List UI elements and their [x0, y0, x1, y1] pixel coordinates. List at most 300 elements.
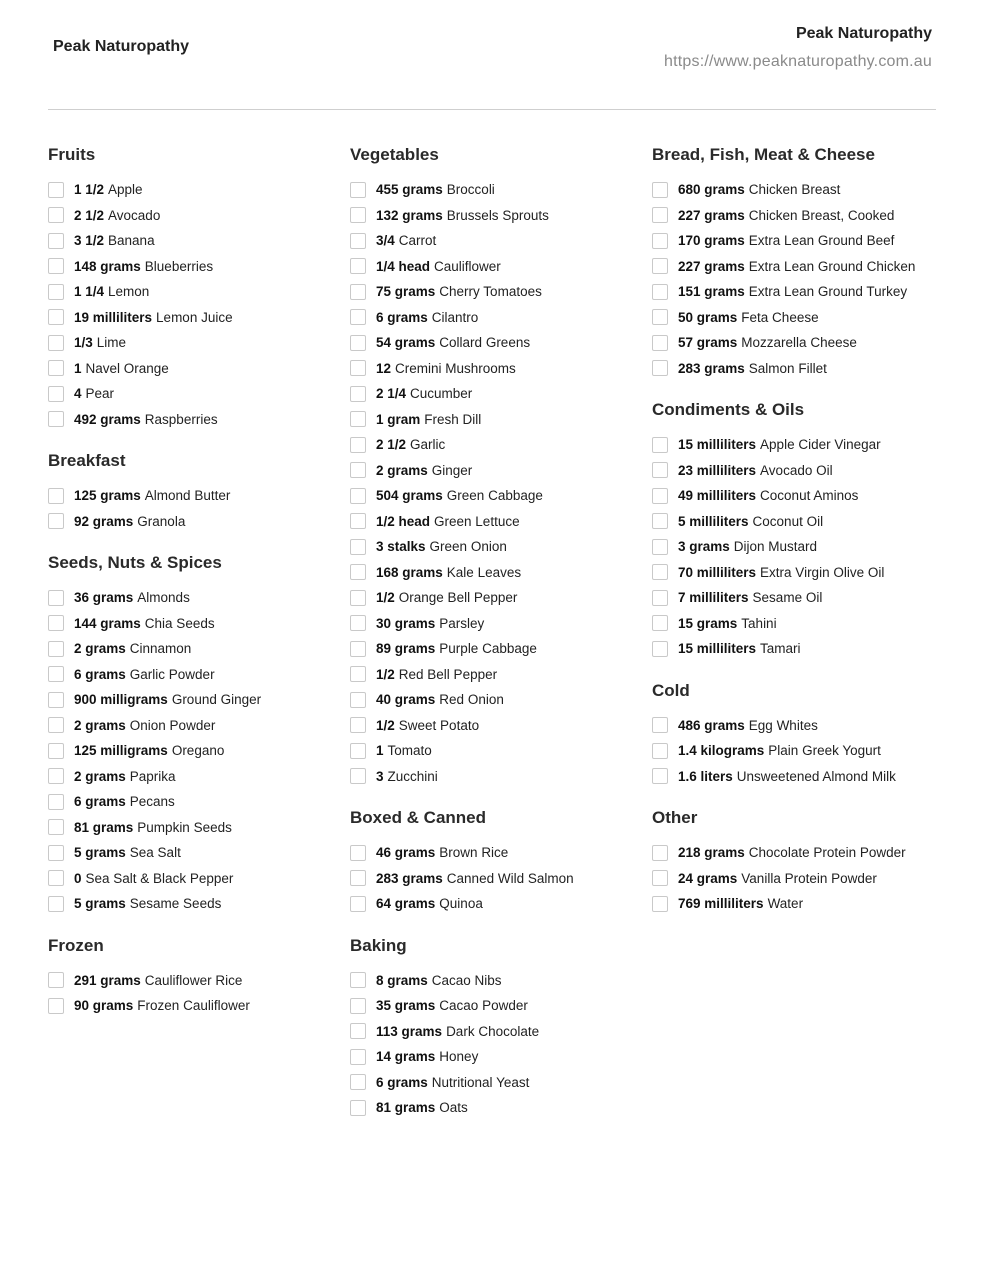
item-quantity: 1 1/2	[74, 182, 105, 198]
list-item[interactable]	[350, 279, 640, 305]
item-quantity: 89 grams	[376, 641, 436, 657]
item-quantity: 57 grams	[678, 335, 738, 351]
item-quantity: 92 grams	[74, 513, 134, 529]
item-checkbox[interactable]	[350, 360, 366, 376]
item-checkbox[interactable]	[350, 845, 366, 861]
list-item[interactable]	[652, 228, 942, 254]
item-checkbox[interactable]	[350, 870, 366, 886]
item-checkbox[interactable]	[350, 896, 366, 912]
item-checkbox[interactable]	[48, 870, 64, 886]
item-quantity: 3	[376, 768, 384, 784]
item-checkbox[interactable]	[350, 335, 366, 351]
item-checkbox[interactable]	[652, 233, 668, 249]
section-title: Frozen	[48, 935, 104, 955]
list-item[interactable]	[652, 432, 942, 458]
list-item[interactable]	[350, 1019, 640, 1045]
list-item[interactable]	[350, 305, 640, 331]
item-quantity: 5 milliliters	[678, 513, 749, 529]
list-item[interactable]	[350, 662, 640, 688]
item-quantity: 680 grams	[678, 182, 745, 198]
list-item[interactable]	[350, 866, 640, 892]
item-quantity: 81 grams	[376, 1100, 436, 1116]
item-checkbox[interactable]	[350, 258, 366, 274]
section-title: Breakfast	[48, 451, 126, 470]
item-checkbox[interactable]	[350, 1023, 366, 1039]
item-name: Lime	[96, 335, 127, 351]
list-item[interactable]	[652, 713, 942, 739]
list-item[interactable]	[652, 585, 942, 611]
list-item[interactable]	[652, 483, 942, 509]
item-checkbox[interactable]	[48, 972, 64, 988]
list-item[interactable]	[48, 203, 338, 229]
item-checkbox[interactable]	[350, 309, 366, 325]
item-checkbox[interactable]	[350, 437, 366, 453]
item-checkbox[interactable]	[48, 411, 64, 427]
item-quantity: 54 grams	[376, 335, 436, 351]
item-name: Parsley	[439, 615, 485, 631]
section-fruits	[48, 144, 338, 432]
item-name: Raspberries	[144, 411, 218, 427]
item-quantity: 1 gram	[376, 411, 421, 427]
item-checkbox[interactable]	[652, 284, 668, 300]
list-item[interactable]	[350, 611, 640, 637]
item-name: Brussels Sprouts	[446, 207, 549, 223]
item-name: Water	[767, 896, 804, 912]
list-item[interactable]	[652, 254, 942, 280]
list-item[interactable]	[48, 891, 338, 917]
item-name: Onion Powder	[129, 717, 216, 733]
item-name: Nutritional Yeast	[431, 1074, 530, 1090]
item-quantity: 2 grams	[74, 641, 126, 657]
item-checkbox[interactable]	[48, 666, 64, 682]
item-checkbox[interactable]	[652, 462, 668, 478]
item-quantity: 144 grams	[74, 615, 141, 631]
item-quantity: 3 stalks	[376, 539, 426, 555]
list-item[interactable]	[48, 815, 338, 841]
list-item[interactable]	[652, 203, 942, 229]
item-name: Salmon Fillet	[748, 360, 827, 376]
item-name: Cacao Powder	[439, 998, 528, 1014]
item-quantity: 170 grams	[678, 233, 745, 249]
item-checkbox[interactable]	[652, 743, 668, 759]
item-checkbox[interactable]	[350, 666, 366, 682]
list-item[interactable]	[48, 789, 338, 815]
list-item[interactable]	[350, 1044, 640, 1070]
list-item[interactable]	[652, 330, 942, 356]
item-checkbox[interactable]	[350, 182, 366, 198]
list-item[interactable]	[48, 509, 338, 535]
item-name: Avocado Oil	[760, 462, 833, 478]
item-quantity: 1/2	[376, 666, 395, 682]
item-checkbox[interactable]	[652, 437, 668, 453]
section-title: Cold	[652, 680, 690, 700]
item-checkbox[interactable]	[48, 692, 64, 708]
item-quantity: 1	[376, 743, 384, 759]
item-quantity: 36 grams	[74, 590, 134, 606]
item-checkbox[interactable]	[350, 462, 366, 478]
item-quantity: 227 grams	[678, 207, 745, 223]
section-seeds-nuts-and-spices	[48, 552, 338, 917]
list-item[interactable]	[350, 687, 640, 713]
item-name: Feta Cheese	[741, 309, 819, 325]
item-name: Brown Rice	[439, 845, 509, 861]
item-quantity: 81 grams	[74, 819, 134, 835]
item-checkbox[interactable]	[350, 1100, 366, 1116]
item-checkbox[interactable]	[48, 386, 64, 402]
column-2	[350, 144, 640, 1139]
list-item[interactable]	[652, 279, 942, 305]
item-quantity: 12	[376, 360, 392, 376]
item-name: Oats	[439, 1100, 468, 1116]
item-checkbox[interactable]	[350, 743, 366, 759]
item-quantity: 2 1/2	[74, 207, 105, 223]
item-name: Frozen Cauliflower	[137, 998, 250, 1014]
list-item[interactable]	[652, 534, 942, 560]
item-name: Quinoa	[439, 896, 483, 912]
item-name: Carrot	[398, 233, 437, 249]
item-name: Lemon Juice	[156, 309, 233, 325]
item-checkbox[interactable]	[652, 845, 668, 861]
item-name: Pecans	[129, 794, 175, 810]
list-item[interactable]	[48, 381, 338, 407]
list-item[interactable]	[350, 509, 640, 535]
list-item[interactable]	[350, 381, 640, 407]
item-checkbox[interactable]	[48, 743, 64, 759]
item-checkbox[interactable]	[652, 564, 668, 580]
list-item[interactable]	[350, 407, 640, 433]
item-quantity: 148 grams	[74, 258, 141, 274]
item-checkbox[interactable]	[350, 207, 366, 223]
item-name: Vanilla Protein Powder	[741, 870, 877, 886]
item-checkbox[interactable]	[48, 207, 64, 223]
list-item[interactable]	[48, 228, 338, 254]
item-checkbox[interactable]	[48, 819, 64, 835]
item-quantity: 4	[74, 386, 82, 402]
list-item[interactable]	[48, 866, 338, 892]
item-checkbox[interactable]	[652, 513, 668, 529]
list-item[interactable]	[48, 662, 338, 688]
item-name: Coconut Aminos	[760, 488, 859, 504]
item-checkbox[interactable]	[48, 768, 64, 784]
item-checkbox[interactable]	[350, 998, 366, 1014]
list-item[interactable]	[350, 534, 640, 560]
item-quantity: 132 grams	[376, 207, 443, 223]
item-name: Cinnamon	[129, 641, 192, 657]
item-name: Sweet Potato	[398, 717, 480, 733]
item-name: Cilantro	[431, 309, 479, 325]
item-quantity: 2 grams	[74, 768, 126, 784]
list-item[interactable]	[48, 305, 338, 331]
item-name: Sesame Seeds	[129, 896, 222, 912]
item-checkbox[interactable]	[48, 258, 64, 274]
list-item[interactable]	[350, 1070, 640, 1096]
item-checkbox[interactable]	[48, 513, 64, 529]
item-quantity: 486 grams	[678, 717, 745, 733]
item-quantity: 125 grams	[74, 488, 141, 504]
item-name: Sesame Oil	[752, 590, 823, 606]
list-item[interactable]	[652, 738, 942, 764]
item-checkbox[interactable]	[48, 488, 64, 504]
item-checkbox[interactable]	[48, 641, 64, 657]
list-item[interactable]	[652, 305, 942, 331]
item-checkbox[interactable]	[48, 284, 64, 300]
section-frozen	[48, 935, 338, 1019]
list-item[interactable]	[652, 611, 942, 637]
item-checkbox[interactable]	[48, 998, 64, 1014]
item-checkbox[interactable]	[652, 896, 668, 912]
list-item[interactable]	[350, 458, 640, 484]
item-quantity: 227 grams	[678, 258, 745, 274]
section-breakfast	[48, 450, 338, 534]
list-item[interactable]	[350, 993, 640, 1019]
list-item[interactable]	[350, 585, 640, 611]
item-name: Ground Ginger	[171, 692, 262, 708]
item-checkbox[interactable]	[652, 335, 668, 351]
item-name: Red Bell Pepper	[398, 666, 498, 682]
list-item[interactable]	[652, 177, 942, 203]
section-other	[652, 807, 942, 917]
list-item[interactable]	[652, 866, 942, 892]
list-item[interactable]	[350, 483, 640, 509]
item-checkbox[interactable]	[350, 717, 366, 733]
item-checkbox[interactable]	[48, 896, 64, 912]
item-quantity: 1/2 head	[376, 513, 431, 529]
item-quantity: 6 grams	[376, 1074, 428, 1090]
item-name: Kale Leaves	[446, 564, 522, 580]
item-name: Collard Greens	[439, 335, 531, 351]
section-title: Fruits	[48, 145, 96, 164]
item-quantity: 3/4	[376, 233, 395, 249]
item-checkbox[interactable]	[350, 768, 366, 784]
list-item[interactable]	[48, 611, 338, 637]
item-name: Green Lettuce	[434, 513, 520, 529]
item-quantity: 6 grams	[376, 309, 428, 325]
item-checkbox[interactable]	[652, 539, 668, 555]
item-checkbox[interactable]	[652, 641, 668, 657]
item-checkbox[interactable]	[48, 233, 64, 249]
item-checkbox[interactable]	[48, 717, 64, 733]
brand-block-right	[664, 24, 932, 72]
item-checkbox[interactable]	[350, 233, 366, 249]
item-name: Orange Bell Pepper	[398, 590, 518, 606]
item-name: Ginger	[431, 462, 473, 478]
item-name: Avocado	[108, 207, 161, 223]
list-item[interactable]	[350, 636, 640, 662]
item-checkbox[interactable]	[652, 182, 668, 198]
item-checkbox[interactable]	[350, 411, 366, 427]
item-quantity: 7 milliliters	[678, 590, 749, 606]
item-checkbox[interactable]	[350, 386, 366, 402]
page-header	[0, 0, 984, 110]
list-item[interactable]	[652, 509, 942, 535]
item-quantity: 769 milliliters	[678, 896, 764, 912]
item-name: Sea Salt	[129, 845, 181, 861]
section-title: Boxed & Canned	[350, 808, 487, 827]
list-item[interactable]	[48, 764, 338, 790]
item-checkbox[interactable]	[350, 1074, 366, 1090]
list-item[interactable]	[48, 585, 338, 611]
list-item[interactable]	[48, 254, 338, 280]
column-1	[48, 144, 338, 1037]
item-checkbox[interactable]	[652, 870, 668, 886]
list-item[interactable]	[350, 432, 640, 458]
item-name: Apple	[108, 182, 143, 198]
item-quantity: 8 grams	[376, 972, 428, 988]
item-quantity: 14 grams	[376, 1049, 436, 1065]
list-item[interactable]	[48, 356, 338, 382]
website-url[interactable]: https://www.peaknaturopathy.com.au	[664, 53, 932, 70]
item-checkbox[interactable]	[652, 309, 668, 325]
section-baking	[350, 935, 640, 1121]
item-checkbox[interactable]	[350, 284, 366, 300]
item-checkbox[interactable]	[48, 335, 64, 351]
item-name: Cauliflower Rice	[144, 972, 243, 988]
section-title: Other	[652, 808, 698, 827]
item-checkbox[interactable]	[350, 590, 366, 606]
list-item[interactable]	[350, 356, 640, 382]
item-quantity: 23 milliliters	[678, 462, 757, 478]
item-name: Fresh Dill	[424, 411, 482, 427]
item-checkbox[interactable]	[48, 845, 64, 861]
list-item[interactable]	[48, 840, 338, 866]
item-name: Navel Orange	[85, 360, 169, 376]
list-item[interactable]	[48, 636, 338, 662]
list-item[interactable]	[48, 713, 338, 739]
item-checkbox[interactable]	[652, 207, 668, 223]
list-item[interactable]	[652, 560, 942, 586]
item-name: Pear	[85, 386, 115, 402]
item-quantity: 3 1/2	[74, 233, 105, 249]
list-item[interactable]	[652, 458, 942, 484]
list-item[interactable]	[652, 636, 942, 662]
item-checkbox[interactable]	[48, 309, 64, 325]
item-quantity: 1.4 kilograms	[678, 743, 765, 759]
item-checkbox[interactable]	[652, 717, 668, 733]
item-quantity: 6 grams	[74, 794, 126, 810]
list-item[interactable]	[652, 764, 942, 790]
list-item[interactable]	[350, 713, 640, 739]
list-item[interactable]	[48, 407, 338, 433]
item-name: Green Cabbage	[446, 488, 543, 504]
item-checkbox[interactable]	[350, 488, 366, 504]
list-item[interactable]	[48, 330, 338, 356]
list-item[interactable]	[48, 738, 338, 764]
item-quantity: 168 grams	[376, 564, 443, 580]
item-checkbox[interactable]	[652, 488, 668, 504]
list-item[interactable]	[350, 840, 640, 866]
section-cold	[652, 680, 942, 790]
item-name: Garlic Powder	[129, 666, 215, 682]
item-quantity: 1.6 liters	[678, 768, 733, 784]
item-checkbox[interactable]	[350, 692, 366, 708]
item-name: Lemon	[108, 284, 150, 300]
item-quantity: 283 grams	[376, 870, 443, 886]
list-item[interactable]	[652, 840, 942, 866]
item-name: Extra Lean Ground Turkey	[748, 284, 908, 300]
item-quantity: 1/3	[74, 335, 93, 351]
item-quantity: 1	[74, 360, 82, 376]
item-name: Chia Seeds	[144, 615, 215, 631]
list-item[interactable]	[350, 177, 640, 203]
item-name: Tahini	[741, 615, 777, 631]
list-item[interactable]	[350, 1095, 640, 1121]
item-name: Oregano	[171, 743, 225, 759]
list-item[interactable]	[350, 560, 640, 586]
list-item[interactable]	[350, 330, 640, 356]
list-item[interactable]	[652, 891, 942, 917]
list-item[interactable]	[48, 279, 338, 305]
item-checkbox[interactable]	[652, 615, 668, 631]
item-quantity: 24 grams	[678, 870, 738, 886]
item-quantity: 283 grams	[678, 360, 745, 376]
item-quantity: 46 grams	[376, 845, 436, 861]
item-name: Coconut Oil	[752, 513, 824, 529]
list-item[interactable]	[48, 483, 338, 509]
item-quantity: 30 grams	[376, 615, 436, 631]
section-condiments-and-oils	[652, 399, 942, 662]
item-quantity: 455 grams	[376, 182, 443, 198]
item-name: Dijon Mustard	[733, 539, 818, 555]
item-checkbox[interactable]	[48, 590, 64, 606]
list-item[interactable]	[350, 254, 640, 280]
item-checkbox[interactable]	[652, 360, 668, 376]
item-quantity: 218 grams	[678, 845, 745, 861]
section-bread-fish-meat-and-cheese	[652, 144, 942, 381]
item-name: Red Onion	[439, 692, 504, 708]
item-checkbox[interactable]	[350, 615, 366, 631]
list-item[interactable]	[652, 356, 942, 382]
item-name: Chicken Breast, Cooked	[748, 207, 895, 223]
item-name: Purple Cabbage	[439, 641, 537, 657]
item-quantity: 1/2	[376, 717, 395, 733]
item-checkbox[interactable]	[652, 590, 668, 606]
item-checkbox[interactable]	[652, 258, 668, 274]
item-checkbox[interactable]	[350, 972, 366, 988]
item-checkbox[interactable]	[350, 564, 366, 580]
item-quantity: 50 grams	[678, 309, 738, 325]
item-checkbox[interactable]	[48, 615, 64, 631]
item-checkbox[interactable]	[48, 794, 64, 810]
list-item[interactable]	[48, 687, 338, 713]
section-title: Condiments & Oils	[652, 400, 805, 419]
item-name: Honey	[439, 1049, 479, 1065]
list-item[interactable]	[350, 968, 640, 994]
list-item[interactable]	[350, 228, 640, 254]
item-checkbox[interactable]	[48, 182, 64, 198]
item-checkbox[interactable]	[48, 360, 64, 376]
item-name: Chicken Breast	[748, 182, 841, 198]
column-3	[652, 144, 942, 935]
item-name: Cremini Mushrooms	[395, 360, 516, 376]
list-item[interactable]	[350, 891, 640, 917]
item-checkbox[interactable]	[652, 768, 668, 784]
item-checkbox[interactable]	[350, 641, 366, 657]
item-checkbox[interactable]	[350, 1049, 366, 1065]
item-checkbox[interactable]	[350, 513, 366, 529]
list-item[interactable]	[48, 993, 338, 1019]
list-item[interactable]	[350, 738, 640, 764]
header-divider	[48, 109, 936, 110]
list-item[interactable]	[350, 203, 640, 229]
list-item[interactable]	[48, 177, 338, 203]
item-quantity: 49 milliliters	[678, 488, 757, 504]
item-quantity: 492 grams	[74, 411, 141, 427]
list-item[interactable]	[350, 764, 640, 790]
item-checkbox[interactable]	[350, 539, 366, 555]
item-quantity: 15 grams	[678, 615, 738, 631]
list-item[interactable]	[48, 968, 338, 994]
item-quantity: 3 grams	[678, 539, 730, 555]
